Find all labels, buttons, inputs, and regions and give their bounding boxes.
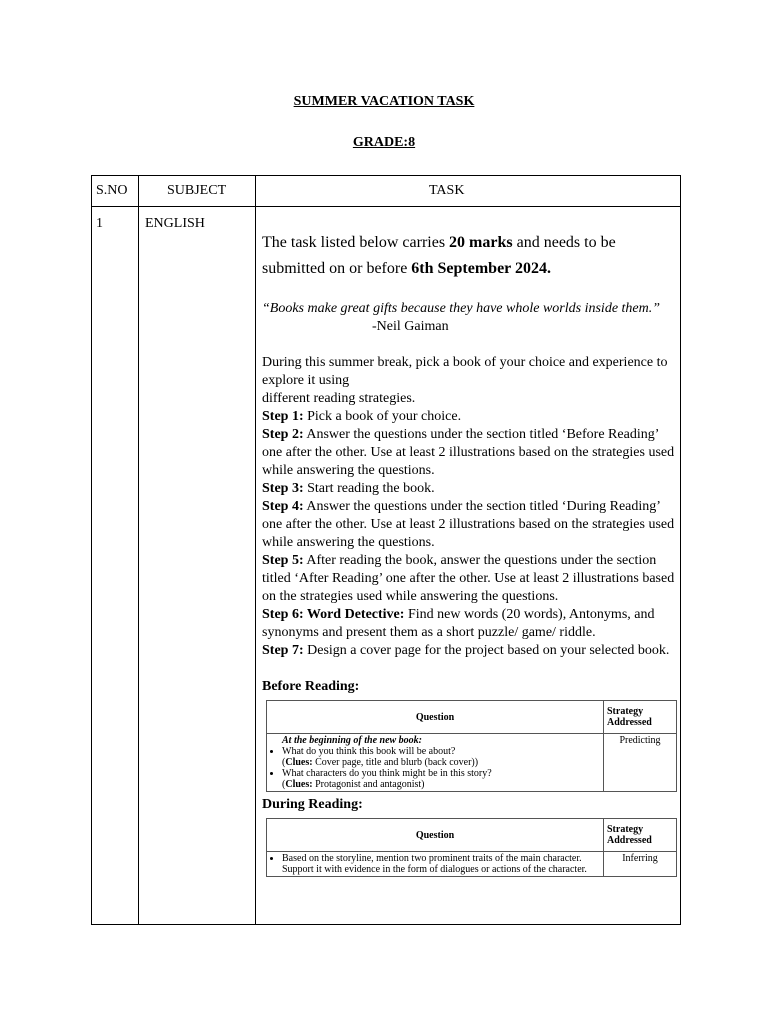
intro-text-2: and needs to be submitted on or before — [262, 234, 616, 277]
step-text: Design a cover page for the project based on your selected book. — [303, 643, 670, 658]
before-question-cell — [267, 734, 604, 792]
during-strategy-header: Strategy Addressed — [604, 819, 677, 852]
step-5 — [262, 552, 676, 606]
intro-marks: 20 marks — [449, 234, 513, 251]
before-question-header: Question — [267, 701, 604, 734]
header-subject: SUBJECT — [167, 183, 227, 198]
step-text: Pick a book of your choice. — [303, 409, 462, 424]
table-bottom-border — [91, 924, 681, 925]
step-3 — [262, 480, 676, 498]
question-text: What do you think this book will be about? — [282, 746, 456, 757]
intro-text: The task listed below carries — [262, 234, 450, 251]
step-label: Step 6: Word Detective: — [262, 607, 405, 622]
before-reading-heading: Before Reading: — [262, 679, 360, 694]
document-title: SUMMER VACATION TASK — [293, 94, 475, 109]
sno-column-divider — [138, 175, 139, 925]
question-text: What characters do you think might be in this story? — [282, 768, 492, 779]
step-text: Find new words (20 words), Antonyms, and synonyms and present them as a short puzzle/ game/ riddle. — [262, 607, 655, 640]
table-top-border — [91, 175, 681, 176]
step-label: Step 7: — [262, 643, 304, 658]
header-sno: S.NO — [96, 183, 128, 198]
quote-block — [262, 300, 676, 336]
intro-deadline: 6th September 2024. — [411, 260, 551, 277]
row-subject: ENGLISH — [145, 216, 205, 231]
list-item — [282, 768, 600, 790]
header-row-border — [91, 206, 681, 207]
clue-paren: ( — [282, 779, 286, 790]
during-question-header: Question — [267, 819, 604, 852]
step-label: Step 3: — [262, 481, 304, 496]
during-reading-heading: During Reading: — [262, 797, 363, 812]
step-label: Step 2: — [262, 427, 304, 442]
before-question-list — [270, 746, 600, 790]
during-strategy-value: Inferring — [604, 852, 677, 877]
header-task: TASK — [429, 183, 465, 198]
step-label: Step 5: — [262, 553, 304, 568]
instruction-paragraph: During this summer break, pick a book of your choice and experience to explore it using — [262, 355, 668, 388]
clue-label: Clues: — [285, 779, 313, 790]
clue-text: Protagonist and antagonist) — [312, 779, 425, 790]
before-strategy-header: Strategy Addressed — [604, 701, 677, 734]
list-item — [282, 746, 600, 768]
quote-text: “Books make great gifts because they have whole worlds inside them.” — [262, 301, 661, 316]
step-label: Step 1: — [262, 409, 304, 424]
step-text: Answer the questions under the section titled ‘Before Reading’ one after the other. Use at least 2 illustrations based on the strategies used while answering the questions. — [262, 427, 675, 478]
task-intro — [262, 230, 676, 282]
row-sno: 1 — [96, 216, 103, 231]
during-reading-table — [266, 818, 677, 877]
before-reading-table — [266, 700, 677, 792]
table-left-border — [91, 175, 92, 925]
task-content — [262, 230, 676, 877]
step-text: After reading the book, answer the questions under the section titled ‘After Reading’ one after the other. Use at least 2 illustrations based on the strategies used while answering the questions. — [262, 553, 675, 604]
table-right-border — [680, 175, 681, 925]
before-strategy-value: Predicting — [604, 734, 677, 792]
step-7 — [262, 642, 676, 660]
step-6 — [262, 606, 676, 642]
step-text: Answer the questions under the section titled ‘During Reading’ one after the other. Use at least 2 illustrations based on the strategies used while answering the questions. — [262, 499, 675, 550]
step-2 — [262, 426, 676, 480]
step-4 — [262, 498, 676, 552]
step-1 — [262, 408, 676, 426]
clue-label: Clues: — [285, 757, 313, 768]
clue-text: Cover page, title and blurb (back cover)) — [312, 757, 479, 768]
step-text: Start reading the book. — [303, 481, 435, 496]
before-subhead: At the beginning of the new book: — [282, 735, 423, 746]
step-label: Step 4: — [262, 499, 304, 514]
during-question-list — [270, 853, 600, 875]
subject-column-divider — [255, 175, 256, 925]
quote-author: -Neil Gaiman — [372, 319, 449, 334]
grade-heading: GRADE:8 — [352, 135, 416, 150]
instruction-paragraph-2: different reading strategies. — [262, 391, 416, 406]
list-item: • Based on the storyline, mention two prominent traits of the main character. Support it with evidence in the form of dialogues or actions of the character. — [282, 853, 600, 875]
clue-paren: ( — [282, 757, 286, 768]
during-question-cell — [267, 852, 604, 877]
